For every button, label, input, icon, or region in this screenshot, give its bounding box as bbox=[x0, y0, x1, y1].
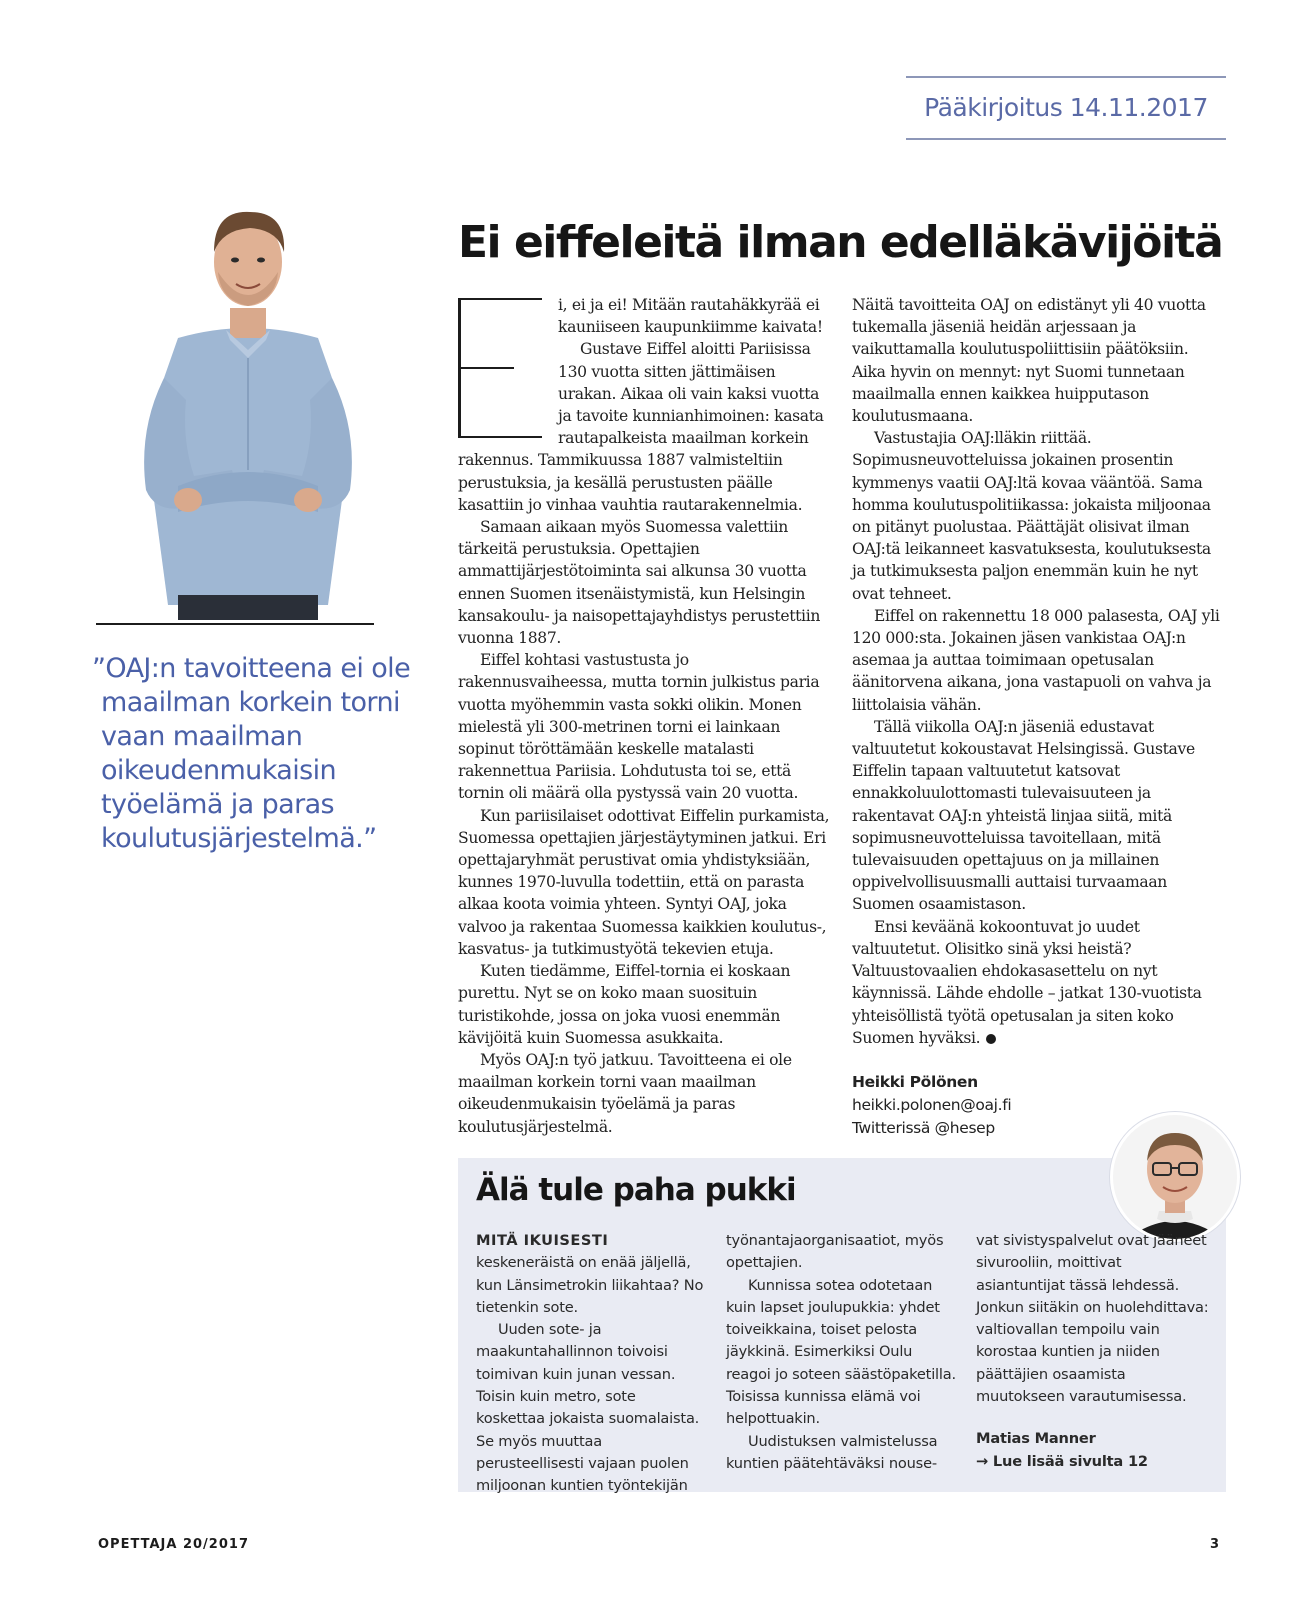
box-title: Älä tule paha pukki bbox=[476, 1172, 796, 1208]
person-illustration bbox=[118, 200, 378, 620]
portrait-photo bbox=[118, 200, 378, 620]
pull-quote: ”OAJ:n tavoitteena ei ole maailman korkein torni vaan maailman oikeudenmukaisin työelämä ja paras koulutusjärjestelmä.” bbox=[92, 653, 411, 854]
paragraph: Samaan aikaan myös Suomessa valettiin tärkeitä perustuksia. Opettajien ammattijärjestötoiminta sai alkunsa 30 vuotta ennen Suomen itsenäistymistä, kun Helsingin kansakoulu- ja naisopettajayhdistys perustettiin vuonna 1887. bbox=[458, 518, 821, 648]
box-column-1 bbox=[476, 1230, 706, 1498]
article-column-2 bbox=[852, 294, 1226, 1206]
publication-info: OPETTAJA 20/2017 bbox=[98, 1537, 249, 1552]
author-email[interactable]: heikki.polonen@oaj.fi bbox=[852, 1095, 1012, 1114]
author-name: Heikki Pölönen bbox=[852, 1072, 978, 1091]
author-avatar bbox=[1110, 1112, 1240, 1242]
paragraph: Eiffel kohtasi vastustusta jo rakennusvaiheessa, mutta tornin julkistus paria vuotta myöhemmin vasta sokki olikin. Monen mielestä yli 300-metrinen torni ei lainkaan sopinut töröttämään keskelle matalasti rakennettua Pariisia. Lohdutusta toi se, että tornin oli määrä olla pystyssä vain 20 vuotta. bbox=[458, 651, 820, 803]
article-headline: Ei eiffeleitä ilman edelläkävijöitä bbox=[458, 217, 1223, 268]
box-column-3 bbox=[976, 1230, 1212, 1473]
paragraph: Eiffel on rakennettu 18 000 palasesta, OAJ yli 120 000:sta. Jokainen jäsen vankistaa OAJ:n asemaa ja auttaa toimimaan opetusalan äänitorvena aikana, jona vastapuoli on vahva ja liittolaisia vähän. bbox=[852, 606, 1220, 714]
paragraph: i, ei ja ei! Mitään rautahäkkyrää ei kauniiseen kaupunkiimme kaivata! bbox=[558, 296, 823, 337]
paragraph-text: keskeneräistä on enää jäljellä, kun Länsimetrokin liikahtaa? No tietenkin sote. bbox=[476, 1254, 704, 1316]
page-number: 3 bbox=[1210, 1537, 1220, 1552]
portrait-divider bbox=[96, 623, 374, 625]
box-read-more-link[interactable]: → Lue lisää sivulta 12 bbox=[976, 1452, 1148, 1470]
paragraph: Gustave Eiffel aloitti Pariisissa 130 vuotta sitten jättimäisen urakan. Aikaa oli vain kaksi vuotta ja tavoite kunnianhimoinen: kasata rautapalkeista maailman korkein rakennus. Tammikuussa 1887 valmisteltiin perustuksia, ja kesällä perustusten päälle kasattiin jo vinhaa vauhtia rautarakennelmia. bbox=[458, 340, 824, 514]
paragraph: Tällä viikolla OAJ:n jäseniä edustavat valtuutetut kokoustavat Helsingissä. Gustave Eiffelin tapaan valtuutetut katsovat ennakkoluulottomasti tulevaisuuteen ja rakentavat OAJ:n yhteistä linjaa siitä, mitä sopimusneuvotteluissa tavoitellaan, mitä tulevaisuuden opettajuus on ja millainen oppivelvollisuusmalli auttaisi turvaamaan Suomen osaamistason. bbox=[852, 717, 1195, 914]
paragraph: Kunnissa sotea odotetaan kuin lapset joulupukkia: yhdet toiveikkaina, toiset pelosta jäykkinä. Esimerkiksi Oulu reagoi jo soteen säästöpaketilla. Toisissa kunnissa elämä voi helpottuakin. bbox=[726, 1276, 956, 1428]
section-label: Pääkirjoitus 14.11.2017 bbox=[906, 76, 1226, 140]
paragraph: Uudistuksen valmistelussa kuntien päätehtäväksi nouse- bbox=[726, 1432, 938, 1472]
paragraph-last bbox=[852, 916, 1226, 1049]
paragraph: työnantajaorganisaatiot, myös opettajien. bbox=[726, 1232, 944, 1272]
paragraph: Vastustajia OAJ:lläkin riittää. Sopimusneuvotteluissa jokainen prosentin kymmenys vaatii OAJ:ltä kovaa vääntöä. Sama homma koulutuspolitiikassa: jokaista miljoonaa on pitänyt puolustaa. Päättäjät olisivat ilman OAJ:tä leikanneet kasvatuksesta, koulutuksesta ja tutkimuksesta paljon enemmän kuin he nyt ovat tehneet. bbox=[852, 429, 1211, 603]
paragraph: Kuten tiedämme, Eiffel-tornia ei koskaan purettu. Nyt se on koko maan suosituin turistikohde, jossa on joka vuosi enemmän kävijöitä kuin Suomessa asukkaita. bbox=[458, 962, 791, 1047]
paragraph: Näitä tavoitteita OAJ on edistänyt yli 40 vuotta tukemalla jäseniä heidän arjessaan ja vaikuttamalla koulutuspoliittisiin päätöksiin. Aika hyvin on mennyt: nyt Suomi tunnetaan maailmalla ennen kaikkea huipputason koulutusmaana. bbox=[852, 296, 1206, 426]
box-column-2 bbox=[726, 1230, 956, 1475]
paragraph: Kun pariisilaiset odottivat Eiffelin purkamista, Suomessa opettajien järjestäytyminen jatkui. Eri opettajaryhmät perustivat omia yhdistyksiään, kunnes 1970-luvulla todettiin, että on parasta alkaa koota voimia yhteen. Syntyi OAJ, joka valvoo ja rakentaa Suomessa kaikkien koulutus-, kasvatus- ja tutkimustyötä tekevien etuja. bbox=[458, 806, 830, 958]
paragraph bbox=[476, 1230, 706, 1319]
paragraph: Myös OAJ:n työ jatkuu. Tavoitteena ei ole maailman korkein torni vaan maailman oikeudenmukaisin työelämä ja paras koulutusjärjestelmä. bbox=[458, 1050, 792, 1136]
end-mark-icon bbox=[986, 1034, 996, 1044]
paragraph-text: Ensi keväänä kokoontuvat jo uudet valtuutetut. Olisitko sinä yksi heistä? Valtuustovaalien ehdokasasettelu on nyt käynnissä. Lähde ehdolle – jatkat 130-vuotista yhteisöllistä työtä opetusalan ja siten koko Suomen hyväksi. bbox=[852, 917, 1202, 1047]
avatar-illustration bbox=[1113, 1115, 1237, 1239]
author-twitter[interactable]: Twitterissä @hesep bbox=[852, 1118, 995, 1137]
lead-in: MITÄ IKUISESTI bbox=[476, 1232, 609, 1249]
paragraph: Uuden sote- ja maakuntahallinnon toivoisi toimivan kuin junan vessan. Toisin kuin metro, sote koskettaa jokaista suomalaista. Se myös muuttaa perusteellisesti vajaan puolen miljoonan kuntien työntekijän bbox=[476, 1321, 700, 1495]
box-author: Matias Manner bbox=[976, 1430, 1096, 1448]
article-column-1 bbox=[458, 294, 830, 1138]
dropcap-e-icon bbox=[458, 298, 544, 438]
paragraph: vat sivistyspalvelut ovat jääneet sivurooliin, moittivat asiantuntijat tässä lehdessä. Jonkun siitäkin on huolehdittava: valtiovallan tempoilu vain korostaa kuntien ja niiden päättäjien osaamista muutokseen varautumisessa. bbox=[976, 1232, 1209, 1406]
